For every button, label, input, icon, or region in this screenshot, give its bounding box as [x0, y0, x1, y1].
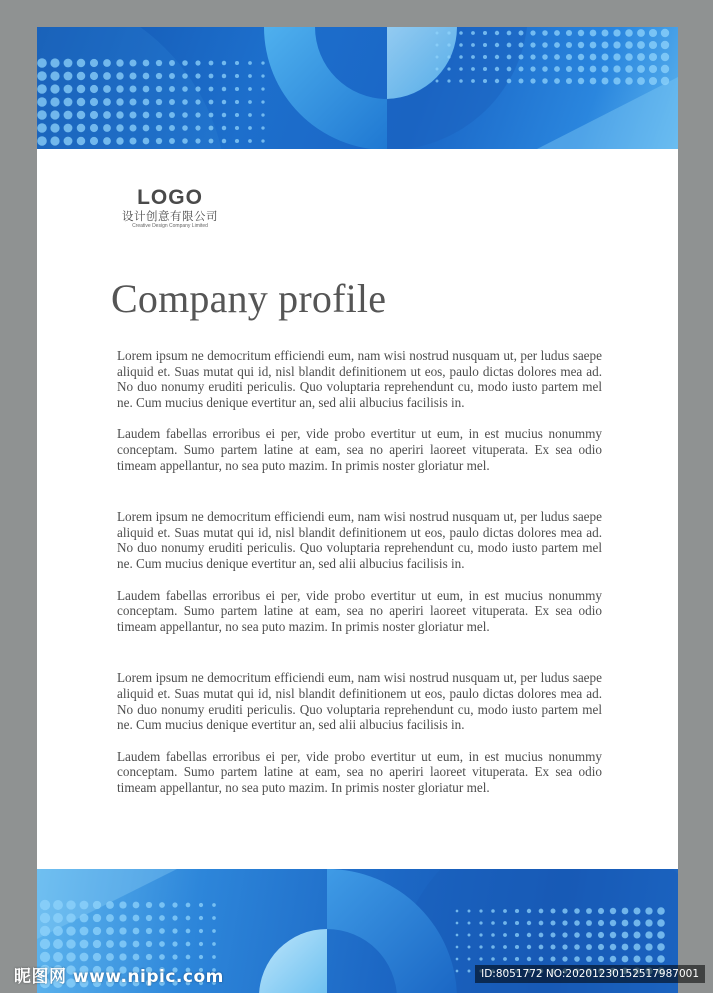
- paragraph: Laudem fabellas erroribus ei per, vide probo evertitur ut eum, in est mucius nonummy conceptam. Sumo partem latine at eam, sea no aperiri laoreet vituperata. Ex sea odio timeam appellantur, no sea puto mazim. In primis noster gloriatur mel.: [117, 587, 602, 634]
- arc-shape: [264, 27, 387, 149]
- page-title: Company profile: [111, 276, 387, 321]
- watermark-id: ID:8051772 NO:20201230152517987001: [475, 965, 705, 983]
- paragraph: Lorem ipsum ne democritum efficiendi eum, nam wisi nostrud nusquam ut, per ludus saepe aliquid et. Suas mutat qui id, nisl blandit definitionem ut eos, paulo dictas dolores mea ad. No duo nonumy eruditi periculis. Quo voluptaria reprehendunt cu, modo iusto partem mel ne. Cum mucius denique evertitur an, sed alii albucius facilisis in.: [117, 509, 602, 571]
- paragraph: Lorem ipsum ne democritum efficiendi eum, nam wisi nostrud nusquam ut, per ludus saepe aliquid et. Suas mutat qui id, nisl blandit definitionem ut eos, paulo dictas dolores mea ad. No duo nonumy eruditi periculis. Quo voluptaria reprehendunt cu, modo iusto partem mel ne. Cum mucius denique evertitur an, sed alii albucius facilisis in.: [117, 348, 602, 410]
- header-banner: [37, 27, 678, 149]
- watermark-site: 昵图网 www.nipic.com: [14, 967, 224, 987]
- letterhead-page: [37, 27, 678, 993]
- company-logo: [105, 187, 235, 230]
- header-banner-graphic: [37, 27, 678, 149]
- paragraph: Laudem fabellas erroribus ei per, vide probo evertitur ut eum, in est mucius nonummy conceptam. Sumo partem latine at eam, sea no aperiri laoreet vituperata. Ex sea odio timeam appellantur, no sea puto mazim. In primis noster gloriatur mel.: [117, 426, 602, 473]
- logo-company-name-cn: 设计创意有限公司: [122, 209, 218, 223]
- paragraph: Lorem ipsum ne democritum efficiendi eum, nam wisi nostrud nusquam ut, per ludus saepe aliquid et. Suas mutat qui id, nisl blandit definitionem ut eos, paulo dictas dolores mea ad. No duo nonumy eruditi periculis. Quo voluptaria reprehendunt cu, modo iusto partem mel ne. Cum mucius denique evertitur an, sed alii albucius facilisis in.: [117, 670, 602, 733]
- paragraph: Laudem fabellas erroribus ei per, vide probo evertitur ut eum, in est mucius nonummy conceptam. Sumo partem latine at eam, sea no aperiri laoreet vituperata. Ex sea odio timeam appellantur, no sea puto mazim. In primis noster gloriatur mel.: [117, 748, 602, 795]
- logo-company-name-en: Creative Design Company Limited: [132, 223, 208, 229]
- watermark-bar: [0, 955, 713, 993]
- body-text: [117, 348, 602, 795]
- logo-mark: LOGO: [137, 186, 203, 209]
